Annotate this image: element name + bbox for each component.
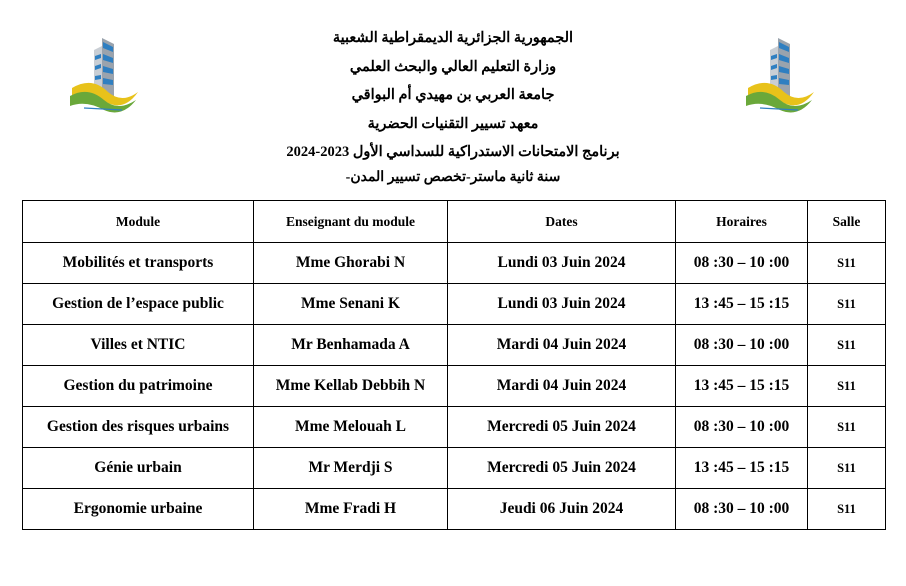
module-cell: Gestion de l’espace public (23, 284, 254, 325)
teacher-cell: Mme Kellab Debbih N (254, 366, 448, 407)
table-header-row (23, 201, 886, 243)
time-cell: 08 :30 – 10 :00 (676, 489, 808, 530)
header-program-title: برنامج الامتحانات الاستدراكية للسداسي الأول 2023-2024 (286, 144, 620, 160)
room-cell: S11 (808, 284, 886, 325)
header-institute: معهد تسيير التقنيات الحضرية (367, 115, 539, 132)
column-header-horaires: Horaires (676, 201, 808, 243)
time-cell: 13 :45 – 15 :15 (676, 366, 808, 407)
time-cell: 13 :45 – 15 :15 (676, 284, 808, 325)
room-cell: S11 (808, 325, 886, 366)
university-logo-right (738, 30, 820, 120)
header-republic: الجمهورية الجزائرية الديمقراطية الشعبية (332, 30, 574, 46)
date-cell: Mercredi 05 Juin 2024 (448, 407, 676, 448)
room-cell: S11 (808, 366, 886, 407)
room-cell: S11 (808, 407, 886, 448)
date-cell: Mardi 04 Juin 2024 (448, 366, 676, 407)
teacher-cell: Mme Ghorabi N (254, 243, 448, 284)
module-cell: Gestion des risques urbains (23, 407, 254, 448)
university-logo-icon (62, 30, 144, 120)
university-logo-icon (738, 30, 820, 120)
module-cell: Génie urbain (23, 448, 254, 489)
teacher-cell: Mme Senani K (254, 284, 448, 325)
column-header-module: Module (23, 201, 254, 243)
teacher-cell: Mr Merdji S (254, 448, 448, 489)
university-logo-left (62, 30, 144, 120)
exam-schedule-table (22, 200, 886, 530)
room-cell: S11 (808, 489, 886, 530)
document-header (200, 24, 706, 188)
module-cell: Gestion du patrimoine (23, 366, 254, 407)
header-university: جامعة العربي بن مهيدي أم البواقي (351, 87, 555, 103)
table-row (23, 489, 886, 530)
time-cell: 08 :30 – 10 :00 (676, 243, 808, 284)
column-header-dates: Dates (448, 201, 676, 243)
table-row (23, 407, 886, 448)
header-level: سنة ثانية ماستر-تخصص تسيير المدن- (345, 169, 561, 185)
header-ministry: وزارة التعليم العالي والبحث العلمي (349, 58, 557, 75)
date-cell: Lundi 03 Juin 2024 (448, 243, 676, 284)
column-header-salle: Salle (808, 201, 886, 243)
time-cell: 08 :30 – 10 :00 (676, 407, 808, 448)
table-row (23, 448, 886, 489)
date-cell: Mardi 04 Juin 2024 (448, 325, 676, 366)
time-cell: 13 :45 – 15 :15 (676, 448, 808, 489)
table-row (23, 243, 886, 284)
teacher-cell: Mme Fradi H (254, 489, 448, 530)
date-cell: Lundi 03 Juin 2024 (448, 284, 676, 325)
room-cell: S11 (808, 243, 886, 284)
table-row (23, 366, 886, 407)
column-header-teacher: Enseignant du module (254, 201, 448, 243)
table-row (23, 284, 886, 325)
module-cell: Mobilités et transports (23, 243, 254, 284)
module-cell: Ergonomie urbaine (23, 489, 254, 530)
date-cell: Jeudi 06 Juin 2024 (448, 489, 676, 530)
teacher-cell: Mr Benhamada A (254, 325, 448, 366)
module-cell: Villes et NTIC (23, 325, 254, 366)
date-cell: Mercredi 05 Juin 2024 (448, 448, 676, 489)
time-cell: 08 :30 – 10 :00 (676, 325, 808, 366)
teacher-cell: Mme Melouah L (254, 407, 448, 448)
room-cell: S11 (808, 448, 886, 489)
table-row (23, 325, 886, 366)
